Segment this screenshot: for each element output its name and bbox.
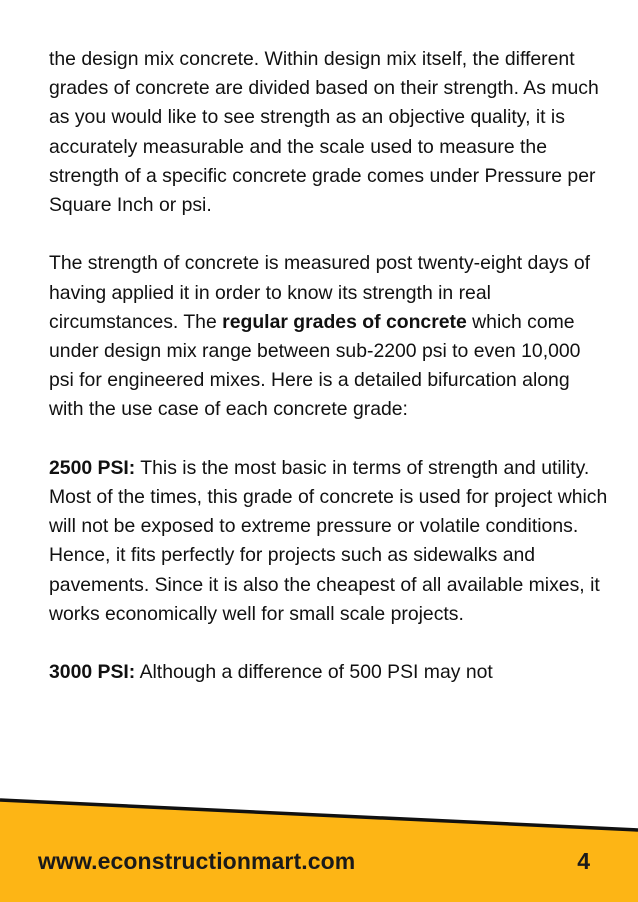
regular-grades-emphasis: regular grades of concrete [222, 310, 467, 333]
paragraph-3000-psi [49, 658, 609, 687]
footer-band [0, 790, 638, 902]
grade-label-3000: 3000 PSI: [49, 661, 136, 684]
paragraph-text: Although a difference of 500 PSI may not [135, 661, 493, 684]
paragraph-strength-measurement [49, 249, 609, 424]
paragraph-text: which come under design mix range between sub-2200 psi to even 10,000 psi for engineered mixes. Here is a detailed bifurcation along with the use case of each concrete grade: [49, 310, 581, 421]
paragraph-text: The strength of concrete is measured post twenty-eight days of having applied it in order to know its strength in real circumstances. The [49, 252, 591, 333]
page-body [49, 45, 609, 717]
page-number: 4 [577, 848, 590, 874]
grade-label-2500: 2500 PSI: [49, 456, 136, 479]
paragraph-design-mix: the design mix concrete. Within design mix itself, the different grades of concrete are divided based on their strength. As much as you would like to see strength as an objective quality, it is accurately measurable and the scale used to measure the strength of a specific concrete grade comes under Pressure per Square Inch or psi. [49, 48, 599, 217]
paragraph-text: This is the most basic in terms of strength and utility. Most of the times, this grade of concrete is used for project which will not be exposed to extreme pressure or volatile conditions. Hence, it fits perfectly for projects such as sidewalks and pavements. Since it is also the cheapest of all available mixes, it works economically well for small scale projects. [49, 456, 608, 625]
paragraph-2500-psi [49, 454, 609, 629]
footer-website-link[interactable]: www.econstructionmart.com [38, 848, 356, 874]
